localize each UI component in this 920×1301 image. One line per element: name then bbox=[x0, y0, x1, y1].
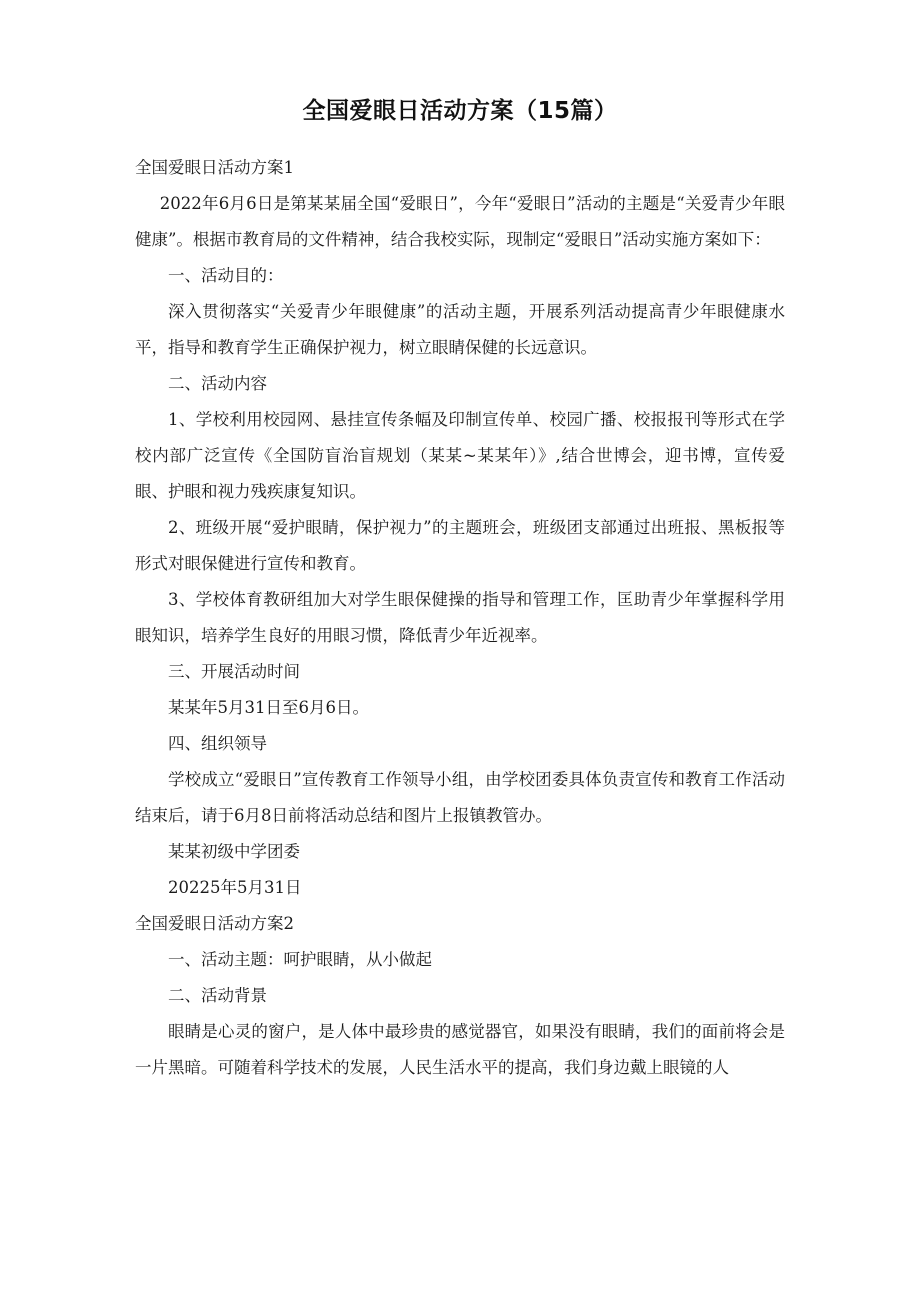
paragraph: 学校成立“爱眼日”宣传教育工作领导小组，由学校团委具体负责宣传和教育工作活动结束后，请于6月8日前将活动总结和图片上报镇教管办。 bbox=[135, 770, 785, 825]
section-heading: 全国爱眼日活动方案2 bbox=[135, 914, 294, 933]
paragraph: 2022年6月6日是第某某届全国“爱眼日”，今年“爱眼日”活动的主题是“关爱青少年眼健康”。根据市教育局的文件精神，结合我校实际，现制定“爱眼日”活动实施方案如下： bbox=[135, 194, 785, 249]
document-body bbox=[135, 150, 785, 1086]
list-heading: 四、组织领导 bbox=[168, 734, 267, 753]
paragraph: 3、学校体育教研组加大对学生眼保健操的指导和管理工作，匡助青少年掌握科学用眼知识，培养学生良好的用眼习惯，降低青少年近视率。 bbox=[135, 590, 785, 645]
list-heading: 二、活动背景 bbox=[168, 986, 267, 1005]
list-heading: 一、活动主题：呵护眼睛，从小做起 bbox=[168, 950, 432, 969]
list-heading: 二、活动内容 bbox=[168, 374, 267, 393]
section-heading: 全国爱眼日活动方案1 bbox=[135, 158, 294, 177]
list-heading: 三、开展活动时间 bbox=[168, 662, 300, 681]
document-title: 全国爱眼日活动方案（15篇） bbox=[302, 98, 618, 124]
paragraph: 1、学校利用校园网、悬挂宣传条幅及印制宣传单、校园广播、校报报刊等形式在学校内部广泛宣传《全国防盲治盲规划（某某~某某年）》,结合世博会，迎书博，宣传爱眼、护眼和视力残疾康复知识。 bbox=[135, 410, 785, 501]
list-heading: 一、活动目的： bbox=[168, 266, 284, 285]
signature-organization: 某某初级中学团委 bbox=[168, 842, 300, 861]
paragraph: 某某年5月31日至6月6日。 bbox=[168, 698, 369, 717]
paragraph: 深入贯彻落实“关爱青少年眼健康”的活动主题，开展系列活动提高青少年眼健康水平，指导和教育学生正确保护视力，树立眼睛保健的长远意识。 bbox=[135, 302, 785, 357]
signature-date: 20225年5月31日 bbox=[168, 878, 302, 897]
paragraph: 眼睛是心灵的窗户，是人体中最珍贵的感觉器官，如果没有眼睛，我们的面前将会是一片黑暗。可随着科学技术的发展，人民生活水平的提高，我们身边戴上眼镜的人 bbox=[135, 1022, 785, 1077]
paragraph: 2、班级开展“爱护眼睛，保护视力”的主题班会，班级团支部通过出班报、黑板报等形式对眼保健进行宣传和教育。 bbox=[135, 518, 785, 573]
